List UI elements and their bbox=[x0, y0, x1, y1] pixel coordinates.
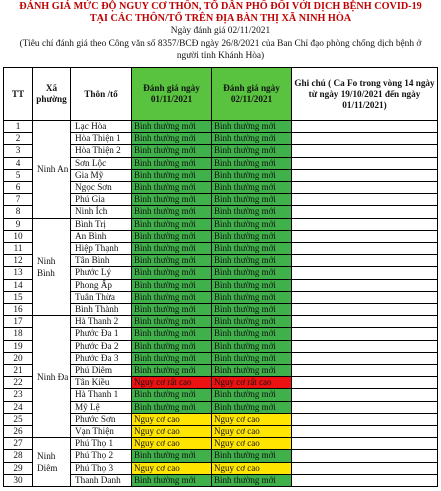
note-cell bbox=[292, 157, 438, 169]
status-0111: Bình thường mới bbox=[132, 145, 212, 157]
row-number: 15 bbox=[4, 291, 33, 303]
status-0211: Bình thường mới bbox=[212, 340, 292, 352]
status-0111: Bình thường mới bbox=[132, 194, 212, 206]
row-number: 5 bbox=[4, 169, 33, 181]
note-cell bbox=[292, 133, 438, 145]
hamlet-name: Phước Đa 2 bbox=[71, 340, 132, 352]
table-row bbox=[4, 316, 438, 328]
hamlet-name: Tân Kiều bbox=[71, 377, 132, 389]
status-0111: Bình thường mới bbox=[132, 304, 212, 316]
status-0211: Bình thường mới bbox=[212, 133, 292, 145]
row-number: 11 bbox=[4, 243, 33, 255]
status-0111: Bình thường mới bbox=[132, 316, 212, 328]
status-0211: Bình thường mới bbox=[212, 304, 292, 316]
hamlet-name: Phú Thọ 3 bbox=[71, 462, 132, 474]
status-0111: Bình thường mới bbox=[132, 182, 212, 194]
hamlet-name: Hiệp Thạnh bbox=[71, 243, 132, 255]
status-0111: Nguy cơ cao bbox=[132, 462, 212, 474]
hamlet-name: Phú Thọ 1 bbox=[71, 438, 132, 450]
note-cell bbox=[292, 145, 438, 157]
table-row bbox=[4, 218, 438, 230]
status-0111: Bình thường mới bbox=[132, 328, 212, 340]
note-cell bbox=[292, 413, 438, 425]
hamlet-name: Ngọc Sơn bbox=[71, 182, 132, 194]
status-0211: Nguy cơ cao bbox=[212, 462, 292, 474]
status-0211: Bình thường mới bbox=[212, 450, 292, 462]
status-0111: Bình thường mới bbox=[132, 230, 212, 242]
row-number: 24 bbox=[4, 401, 33, 413]
status-0211: Nguy cơ cao bbox=[212, 413, 292, 425]
status-0211: Bình thường mới bbox=[212, 316, 292, 328]
row-number: 9 bbox=[4, 218, 33, 230]
row-number: 1 bbox=[4, 121, 33, 133]
note-cell bbox=[292, 462, 438, 474]
note-cell bbox=[292, 304, 438, 316]
hamlet-name: Hòa Thiện 1 bbox=[71, 133, 132, 145]
hamlet-name: Thanh Danh bbox=[71, 474, 132, 486]
hamlet-name: Phú Thọ 2 bbox=[71, 450, 132, 462]
hamlet-name: Phước Sơn bbox=[71, 413, 132, 425]
hamlet-name: Hà Thanh 2 bbox=[71, 316, 132, 328]
hamlet-name: Phú Gia bbox=[71, 194, 132, 206]
criteria-note-line-2: người tỉnh Khánh Hòa) bbox=[176, 51, 265, 61]
status-0111: Nguy cơ cao bbox=[132, 426, 212, 438]
row-number: 25 bbox=[4, 413, 33, 425]
row-number: 16 bbox=[4, 304, 33, 316]
status-0111: Bình thường mới bbox=[132, 365, 212, 377]
row-number: 8 bbox=[4, 206, 33, 218]
note-cell bbox=[292, 206, 438, 218]
status-0211: Nguy cơ cao bbox=[212, 438, 292, 450]
note-cell bbox=[292, 291, 438, 303]
hamlet-name: Phong Ấp bbox=[71, 279, 132, 291]
status-0211: Bình thường mới bbox=[212, 267, 292, 279]
status-0211: Bình thường mới bbox=[212, 182, 292, 194]
document-title-line-1: ĐÁNH GIÁ MỨC ĐỘ NGUY CƠ THÔN, TỔ DÂN PHỐ ĐỐI VỚI DỊCH BỆNH COVID-19 bbox=[19, 1, 422, 12]
hamlet-name: Tuân Thừa bbox=[71, 291, 132, 303]
row-number: 19 bbox=[4, 340, 33, 352]
hamlet-name: Bình Thành bbox=[71, 304, 132, 316]
note-cell bbox=[292, 316, 438, 328]
row-number: 4 bbox=[4, 157, 33, 169]
row-number: 28 bbox=[4, 450, 33, 462]
status-0111: Nguy cơ rất cao bbox=[132, 377, 212, 389]
note-cell bbox=[292, 279, 438, 291]
note-cell bbox=[292, 194, 438, 206]
note-cell bbox=[292, 255, 438, 267]
status-0211: Nguy cơ cao bbox=[212, 426, 292, 438]
hamlet-name: Bình Trị bbox=[71, 218, 132, 230]
row-number: 23 bbox=[4, 389, 33, 401]
status-0211: Bình thường mới bbox=[212, 169, 292, 181]
note-cell bbox=[292, 438, 438, 450]
hamlet-name: Hà Thanh 1 bbox=[71, 389, 132, 401]
row-number: 14 bbox=[4, 279, 33, 291]
note-cell bbox=[292, 121, 438, 133]
status-0111: Bình thường mới bbox=[132, 291, 212, 303]
status-0211: Bình thường mới bbox=[212, 194, 292, 206]
status-0111: Bình thường mới bbox=[132, 474, 212, 486]
note-cell bbox=[292, 389, 438, 401]
status-0211: Bình thường mới bbox=[212, 121, 292, 133]
hamlet-name: Lạc Hòa bbox=[71, 121, 132, 133]
hamlet-name: Gia Mỹ bbox=[71, 169, 132, 181]
table-row bbox=[4, 438, 438, 450]
status-0211: Bình thường mới bbox=[212, 157, 292, 169]
hamlet-name: Sơn Lộc bbox=[71, 157, 132, 169]
hamlet-name: Vạn Thiện bbox=[71, 426, 132, 438]
header-note: Ghi chú ( Ca Fo trong vòng 14 ngày từ ngày 19/10/2021 đến ngày 01/11/2021) bbox=[292, 68, 438, 121]
header-thon-to: Thôn /tổ bbox=[71, 68, 132, 121]
status-0111: Bình thường mới bbox=[132, 218, 212, 230]
commune-name: Ninh An bbox=[33, 121, 71, 219]
status-0111: Bình thường mới bbox=[132, 352, 212, 364]
note-cell bbox=[292, 169, 438, 181]
status-0211: Bình thường mới bbox=[212, 206, 292, 218]
row-number: 3 bbox=[4, 145, 33, 157]
row-number: 20 bbox=[4, 352, 33, 364]
status-0111: Bình thường mới bbox=[132, 279, 212, 291]
row-number: 17 bbox=[4, 316, 33, 328]
header-xa-phuong: Xã phường bbox=[33, 68, 71, 121]
hamlet-name: Phước Đa 1 bbox=[71, 328, 132, 340]
note-cell bbox=[292, 243, 438, 255]
status-0211: Bình thường mới bbox=[212, 230, 292, 242]
status-0211: Bình thường mới bbox=[212, 474, 292, 486]
row-number: 7 bbox=[4, 194, 33, 206]
status-0111: Bình thường mới bbox=[132, 340, 212, 352]
row-number: 18 bbox=[4, 328, 33, 340]
table-row bbox=[4, 121, 438, 133]
status-0111: Bình thường mới bbox=[132, 169, 212, 181]
hamlet-name: An Bình bbox=[71, 230, 132, 242]
status-0211: Nguy cơ rất cao bbox=[212, 377, 292, 389]
document-title-line-2: TẠI CÁC THÔN/TỔ TRÊN ĐỊA BÀN THỊ XÃ NINH HÒA bbox=[89, 13, 352, 24]
note-cell bbox=[292, 365, 438, 377]
commune-name: Ninh Bình bbox=[33, 218, 71, 316]
row-number: 22 bbox=[4, 377, 33, 389]
status-0111: Bình thường mới bbox=[132, 133, 212, 145]
status-0111: Bình thường mới bbox=[132, 389, 212, 401]
note-cell bbox=[292, 328, 438, 340]
note-cell bbox=[292, 267, 438, 279]
row-number: 13 bbox=[4, 267, 33, 279]
status-0211: Bình thường mới bbox=[212, 243, 292, 255]
status-0211: Bình thường mới bbox=[212, 145, 292, 157]
table-header-row bbox=[4, 68, 438, 121]
note-cell bbox=[292, 401, 438, 413]
criteria-note-line-1: (Tiêu chí đánh giá theo Công văn số 8357/BCĐ ngày 26/8/2021 của Ban Chỉ đạo phòng chống dịch bệnh ở bbox=[19, 39, 422, 49]
status-0111: Bình thường mới bbox=[132, 206, 212, 218]
note-cell bbox=[292, 340, 438, 352]
hamlet-name: Tân Bình bbox=[71, 255, 132, 267]
status-0211: Bình thường mới bbox=[212, 255, 292, 267]
row-number: 26 bbox=[4, 426, 33, 438]
status-0111: Nguy cơ cao bbox=[132, 438, 212, 450]
header-eval-0111: Đánh giá ngày 01/11/2021 bbox=[132, 68, 212, 121]
risk-assessment-table bbox=[3, 67, 438, 487]
header-eval-0211: Đánh giá ngày 02/11/2021 bbox=[212, 68, 292, 121]
row-number: 12 bbox=[4, 255, 33, 267]
status-0111: Bình thường mới bbox=[132, 157, 212, 169]
status-0111: Bình thường mới bbox=[132, 450, 212, 462]
row-number: 10 bbox=[4, 230, 33, 242]
status-0111: Bình thường mới bbox=[132, 121, 212, 133]
commune-name: Ninh Diêm bbox=[33, 438, 71, 487]
note-cell bbox=[292, 218, 438, 230]
note-cell bbox=[292, 450, 438, 462]
row-number: 30 bbox=[4, 474, 33, 486]
note-cell bbox=[292, 230, 438, 242]
evaluation-date: Ngày đánh giá 02/11/2021 bbox=[170, 26, 271, 36]
status-0211: Bình thường mới bbox=[212, 279, 292, 291]
note-cell bbox=[292, 182, 438, 194]
row-number: 21 bbox=[4, 365, 33, 377]
note-cell bbox=[292, 352, 438, 364]
status-0211: Bình thường mới bbox=[212, 291, 292, 303]
header-tt: TT bbox=[4, 68, 33, 121]
row-number: 6 bbox=[4, 182, 33, 194]
row-number: 27 bbox=[4, 438, 33, 450]
status-0211: Bình thường mới bbox=[212, 389, 292, 401]
status-0211: Bình thường mới bbox=[212, 365, 292, 377]
status-0211: Bình thường mới bbox=[212, 328, 292, 340]
note-cell bbox=[292, 426, 438, 438]
hamlet-name: Mỹ Lệ bbox=[71, 401, 132, 413]
table-body bbox=[4, 121, 438, 487]
status-0111: Bình thường mới bbox=[132, 243, 212, 255]
hamlet-name: Phước Đa 3 bbox=[71, 352, 132, 364]
commune-name: Ninh Đa bbox=[33, 316, 71, 438]
status-0111: Bình thường mới bbox=[132, 255, 212, 267]
row-number: 29 bbox=[4, 462, 33, 474]
row-number: 2 bbox=[4, 133, 33, 145]
status-0111: Bình thường mới bbox=[132, 401, 212, 413]
note-cell bbox=[292, 474, 438, 486]
status-0211: Bình thường mới bbox=[212, 218, 292, 230]
note-cell bbox=[292, 377, 438, 389]
status-0111: Bình thường mới bbox=[132, 267, 212, 279]
hamlet-name: Phước Lý bbox=[71, 267, 132, 279]
status-0211: Bình thường mới bbox=[212, 401, 292, 413]
hamlet-name: Hòa Thiện 2 bbox=[71, 145, 132, 157]
hamlet-name: Phú Diêm bbox=[71, 365, 132, 377]
status-0111: Nguy cơ cao bbox=[132, 413, 212, 425]
hamlet-name: Ninh Ích bbox=[71, 206, 132, 218]
status-0211: Bình thường mới bbox=[212, 352, 292, 364]
